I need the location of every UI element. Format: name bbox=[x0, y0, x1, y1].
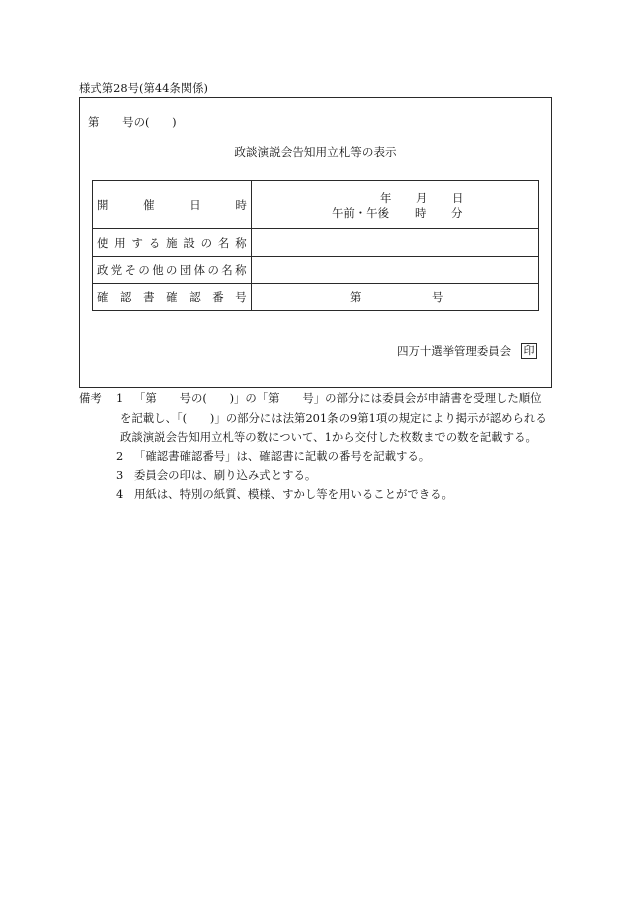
venue-value-cell bbox=[252, 229, 538, 257]
remark-line: 用紙は、特別の紙質、模様、すかし等を用いることができる。 bbox=[134, 487, 453, 501]
notice-title: 政談演説会告知用立札等の表示 bbox=[234, 145, 397, 159]
details-table bbox=[92, 180, 539, 311]
remark-line: 「確認書確認番号」は、確認書に記載の番号を記載する。 bbox=[134, 449, 431, 463]
datetime-label: 開催日時 bbox=[97, 197, 282, 212]
remark-item bbox=[79, 468, 619, 482]
serial-number-line: 第 号の( ) bbox=[88, 115, 177, 129]
day-unit: 日 bbox=[452, 191, 464, 205]
remark-number: 2 bbox=[116, 449, 124, 463]
seal-label: 印 bbox=[523, 344, 535, 357]
seal-box bbox=[521, 343, 537, 359]
notice-box bbox=[79, 97, 552, 388]
remark-line: を記載し、「( )」の部分には法第201条の9第1項の規定により掲示が認められる bbox=[120, 411, 547, 425]
remark-item bbox=[79, 449, 619, 463]
remarks-section bbox=[79, 391, 619, 506]
hour-unit: 時 bbox=[415, 206, 427, 220]
remark-number: 4 bbox=[116, 487, 124, 501]
remarks-heading: 備考 bbox=[79, 391, 102, 405]
month-unit: 月 bbox=[416, 191, 428, 205]
remark-line: 委員会の印は、刷り込み式とする。 bbox=[134, 468, 317, 482]
confirmation-prefix: 第 bbox=[350, 290, 362, 304]
organization-value-cell bbox=[252, 257, 538, 284]
confirmation-suffix: 号 bbox=[432, 290, 444, 304]
confirmation-label-cell bbox=[93, 284, 259, 310]
remark-item bbox=[79, 391, 619, 444]
remark-line: 「第 号の( )」の「第 号」の部分には委員会が申請書を受理した順位 bbox=[134, 391, 542, 405]
organization-label: 政党その他の団体の名称 bbox=[97, 263, 249, 277]
form-number: 様式第28号(第44条関係) bbox=[79, 81, 209, 95]
confirmation-value-cell bbox=[252, 284, 538, 310]
venue-label: 使用する施設の名称 bbox=[97, 235, 253, 250]
minute-unit: 分 bbox=[451, 206, 463, 220]
datetime-label-cell bbox=[93, 181, 282, 229]
year-unit: 年 bbox=[380, 191, 392, 205]
remark-item bbox=[79, 487, 619, 501]
remark-number: 3 bbox=[116, 468, 124, 482]
am-pm-label: 午前・午後 bbox=[332, 206, 389, 220]
committee-name: 四万十選挙管理委員会 bbox=[397, 344, 511, 358]
confirmation-label: 確認書確認番号 bbox=[97, 290, 259, 304]
remark-number: 1 bbox=[116, 391, 124, 405]
venue-label-cell bbox=[93, 229, 252, 257]
organization-label-cell bbox=[93, 257, 252, 284]
datetime-value-cell bbox=[252, 181, 538, 229]
remark-line: 政談演説会告知用立札等の数について、1から交付した枚数までの数を記載する。 bbox=[120, 430, 537, 444]
